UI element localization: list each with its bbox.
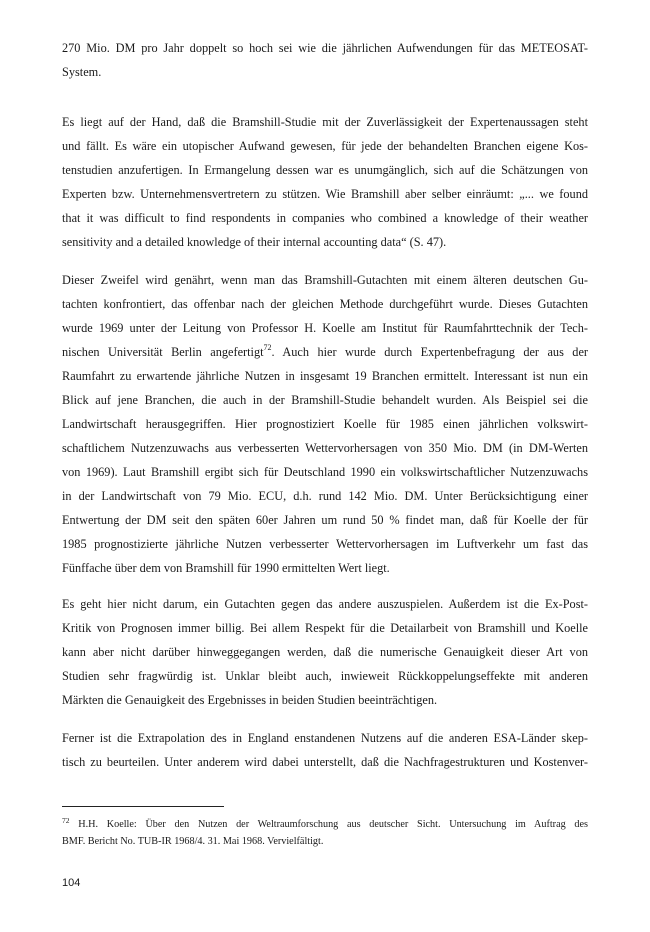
footnote-reference[interactable]: 72 [263, 343, 272, 352]
text-line: 1985 prognostizierte jährliche Nutzen verbesserter Wettervorhersagen im Luftverkehr um fast das [62, 537, 588, 551]
text-line: wurde 1969 unter der Leitung von Professor H. Koelle am Institut für Raumfahrttechnik der Tech- [62, 321, 588, 335]
text-line: Entwertung der DM seit den späten 60er Jahren um rund 50 % findet man, daß für Koelle der für [62, 513, 588, 527]
text-line: Landwirtschaft herausgegriffen. Hier prognostiziert Koelle für 1985 einen jährlichen volkswirt- [62, 417, 588, 431]
text-line: Experten bzw. Unternehmensvertretern zu stützen. Wie Bramshill aber selber einräumt: „... we found [62, 187, 588, 201]
page-number: 104 [62, 877, 81, 889]
paragraph-2 [62, 110, 588, 254]
text-line: Ferner ist die Extrapolation des in England enstandenen Nutzens auf die anderen ESA-Länder skep- [62, 731, 588, 745]
text-line: schaftlichem Nutzenzuwachs aus verbesserten Wettervorhersagen von 350 Mio. DM (in DM-Werten [62, 441, 588, 455]
footnote-number: 72 [62, 816, 70, 825]
text-line: Kritik von Prognosen immer billig. Bei allem Respekt für die Detailarbeit von Bramshill und Koelle [62, 621, 588, 635]
text-line: in der Landwirtschaft von 79 Mio. ECU, d.h. rund 142 Mio. DM. Unter Berücksichtigung einer [62, 489, 588, 503]
text-fragment: . Auch hier wurde durch Expertenbefragung der aus der [271, 345, 589, 359]
text-line: Es geht hier nicht darum, ein Gutachten gegen das andere auszuspielen. Außerdem ist die Ex-Post- [62, 597, 588, 611]
paragraph-3 [62, 268, 588, 580]
paragraph-4 [62, 592, 588, 712]
text-line: tachten konfrontiert, das offenbar nach der gleichen Methode durchgeführt wurde. Dieses Gutachten [62, 297, 588, 311]
footnote-separator [62, 806, 224, 807]
paragraph-5 [62, 726, 588, 774]
text-line: Es liegt auf der Hand, daß die Bramshill-Studie mit der Zuverlässigkeit der Expertenaussagen steht [62, 115, 588, 129]
text-line: sensitivity and a detailed knowledge of their internal accounting data“ (S. 47). [62, 235, 447, 249]
text-line: that it was difficult to find respondents in companies who combined a knowledge of their weather [62, 211, 588, 225]
text-line: tenstudien anzufertigen. In Ermangelung dessen war es unumgänglich, sich auf die Schätzungen von [62, 163, 588, 177]
footnote-line [62, 816, 588, 833]
text-line: Fünffache über dem von Bramshill für 1990 ermittelten Wert liegt. [62, 561, 390, 575]
text-line: System. [62, 65, 102, 79]
text-line: tisch zu beurteilen. Unter anderem wird dabei unterstellt, daß die Nachfragestrukturen und Kostenver- [62, 755, 588, 769]
text-line: Dieser Zweifel wird genährt, wenn man das Bramshill-Gutachten mit einem älteren deutschen Gu- [62, 273, 588, 287]
text-line: Blick auf jene Branchen, die auch in der Bramshill-Studie behandelt wurden. Als Beispiel sei die [62, 393, 588, 407]
text-line: kann aber nicht darüber hinweggegangen werden, daß die numerische Genauigkeit dieser Art von [62, 645, 588, 659]
text-line: von 1969). Laut Bramshill ergibt sich für Deutschland 1990 ein volkswirtschaftlicher Nutzenzuwachs [62, 465, 588, 479]
text-line: und fällt. Es wäre ein utopischer Aufwand gewesen, für jede der behandelten Branchen eigene Kos- [62, 139, 588, 153]
text-line: Raumfahrt zu erwartende jährliche Nutzen in insgesamt 19 Branchen ermittelt. Interessant ist nun ein [62, 369, 588, 383]
footnote-text: H.H. Koelle: Über den Nutzen der Weltraumforschung aus deutscher Sicht. Untersuchung im Auftrag des [69, 819, 588, 830]
text-line: Studien sehr fragwürdig ist. Unklar bleibt auch, inwieweit Rückkoppelungseffekte mit anderen [62, 669, 588, 683]
footnote-line: BMF. Bericht No. TUB-IR 1968/4. 31. Mai 1968. Vervielfältigt. [62, 836, 324, 847]
text-line: 270 Mio. DM pro Jahr doppelt so hoch sei wie die jährlichen Aufwendungen für das METEOSAT- [62, 41, 588, 55]
text-line-with-footnote-ref [62, 340, 588, 364]
footnote [62, 816, 588, 850]
paragraph-1 [62, 36, 588, 84]
text-line: Märkten die Genauigkeit des Ergebnisses in beiden Studien beeinträchtigen. [62, 693, 438, 707]
text-fragment: nischen Universität Berlin angefertigt [62, 345, 264, 359]
